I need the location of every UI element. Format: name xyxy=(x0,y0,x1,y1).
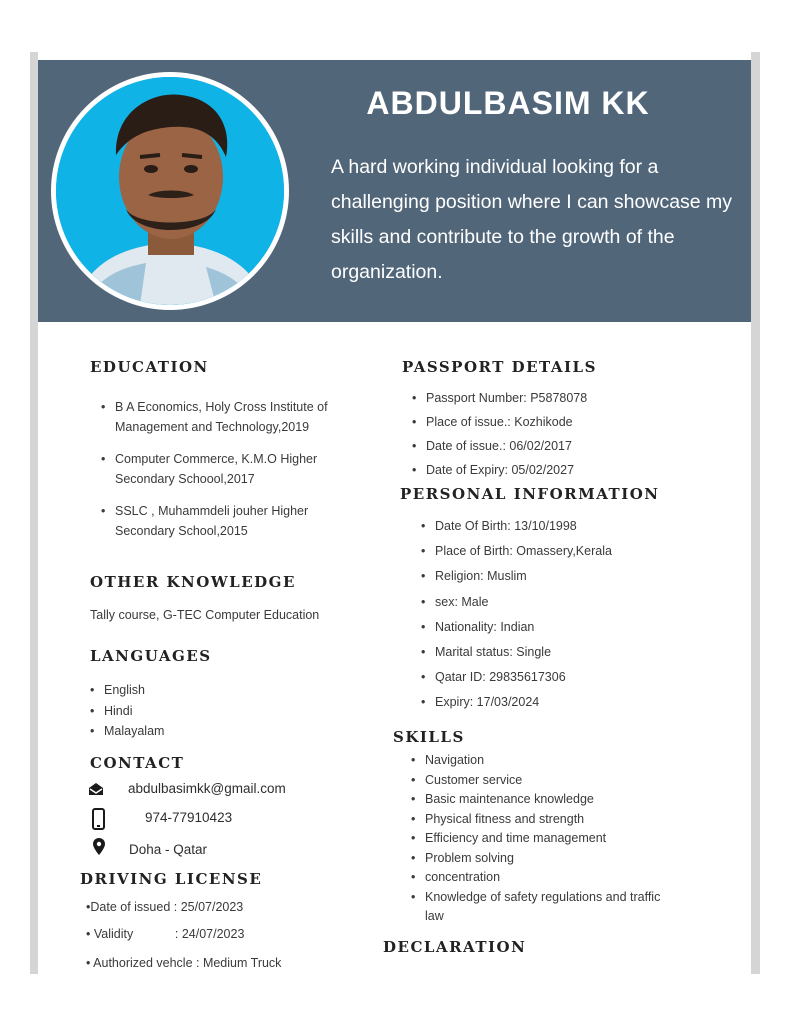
language-item: • English xyxy=(90,680,164,701)
personal-key: Nationality xyxy=(435,619,494,634)
skill-item: • Knowledge of safety regulations and traffic law xyxy=(411,888,661,927)
resume-header xyxy=(38,60,751,322)
personal-item xyxy=(421,590,612,615)
skill-item: • concentration xyxy=(411,868,661,888)
passport-item xyxy=(412,434,587,458)
personal-item xyxy=(421,539,612,564)
skill-item: • Basic maintenance knowledge xyxy=(411,790,661,810)
license-vehicle: • Authorized vehcle : Medium Truck xyxy=(86,956,282,970)
skills-list xyxy=(411,751,661,927)
personal-value: : Omassery,Kerala xyxy=(509,544,612,559)
personal-key: Date Of Birth xyxy=(435,519,508,533)
driving-license-heading: DRIVING LICENSE xyxy=(80,870,263,888)
education-item: • SSLC , Muhammdeli jouher Higher Secondary School,2015 xyxy=(101,501,346,541)
personal-item xyxy=(421,665,612,690)
passport-value: : P5878078 xyxy=(523,391,588,405)
passport-heading: PASSPORT DETAILS xyxy=(402,358,597,376)
candidate-name: ABDULBASIM KK xyxy=(366,85,650,121)
passport-key: Place of issue. xyxy=(426,415,508,429)
license-issue-date: •Date of issued : 25/07/2023 xyxy=(86,900,244,914)
passport-value: : Kozhikode xyxy=(507,415,573,429)
skill-item: • Physical fitness and strength xyxy=(411,810,661,830)
resume-page xyxy=(38,52,751,974)
personal-key: Qatar ID xyxy=(435,670,483,685)
personal-value: : 29835617306 xyxy=(482,670,566,685)
profile-photo xyxy=(51,72,289,310)
passport-value: : 05/02/2027 xyxy=(504,463,575,477)
passport-key: Date of issue. xyxy=(426,439,503,453)
passport-item xyxy=(412,386,587,410)
passport-key: Date of Expiry xyxy=(426,463,505,477)
contact-email: abdulbasimkk@gmail.com xyxy=(128,781,286,796)
language-item: • Malayalam xyxy=(90,721,164,742)
education-item: • B A Economics, Holy Cross Institute of Management and Technology,2019 xyxy=(101,397,346,437)
personal-value: : 13/10/1998 xyxy=(507,519,577,533)
personal-value: : 17/03/2024 xyxy=(469,695,540,710)
skill-item: • Efficiency and time management xyxy=(411,829,661,849)
profile-photo-illustration xyxy=(56,77,284,305)
profile-summary: A hard working individual looking for a challenging position where I can showcase my skills and contribute to the growth of the organization. xyxy=(331,156,733,283)
personal-key: Place of Birth xyxy=(435,544,510,559)
personal-value: : Male xyxy=(454,594,489,609)
personal-key: Expiry xyxy=(435,695,470,710)
personal-info-heading: PERSONAL INFORMATION xyxy=(400,485,660,503)
contact-heading: CONTACT xyxy=(90,754,185,772)
other-knowledge-heading: OTHER KNOWLEDGE xyxy=(90,573,296,591)
personal-item xyxy=(421,615,612,640)
skill-item: • Problem solving xyxy=(411,849,661,869)
personal-key: sex xyxy=(435,594,455,609)
languages-list xyxy=(90,680,164,742)
skill-item: • Customer service xyxy=(411,771,661,791)
envelope-icon xyxy=(88,782,104,801)
education-item: • Computer Commerce, K.M.O Higher Secondary Schoool,2017 xyxy=(101,449,346,489)
license-validity: • Validity : 24/07/2023 xyxy=(86,927,245,941)
contact-location: Doha - Qatar xyxy=(129,842,208,857)
language-item: • Hindi xyxy=(90,701,164,722)
education-list xyxy=(101,397,346,553)
passport-key: Passport Number xyxy=(426,391,524,405)
skills-heading: SKILLS xyxy=(393,728,465,746)
mobile-phone-icon xyxy=(92,808,105,835)
personal-key: Religion xyxy=(435,569,481,584)
education-heading: EDUCATION xyxy=(90,358,209,376)
personal-item xyxy=(421,640,612,665)
personal-item xyxy=(421,690,612,715)
personal-item xyxy=(421,514,612,539)
personal-value: : Muslim xyxy=(480,569,527,584)
personal-item xyxy=(421,564,612,589)
page-frame-right xyxy=(751,52,760,974)
passport-value: : 06/02/2017 xyxy=(502,439,572,453)
languages-heading: LANGUAGES xyxy=(90,647,212,665)
map-pin-icon xyxy=(93,838,105,860)
contact-phone: 974-77910423 xyxy=(145,810,233,825)
personal-value: : Indian xyxy=(493,619,535,634)
declaration-heading: DECLARATION xyxy=(383,938,527,956)
passport-item xyxy=(412,458,587,482)
passport-list xyxy=(412,386,587,482)
personal-value: : Single xyxy=(509,645,552,660)
page-frame-left xyxy=(30,52,38,974)
passport-item xyxy=(412,410,587,434)
personal-key: Marital status xyxy=(435,645,510,660)
skill-item: • Navigation xyxy=(411,751,661,771)
other-knowledge-text: Tally course, G-TEC Computer Education xyxy=(90,608,320,622)
personal-info-list xyxy=(421,514,612,716)
